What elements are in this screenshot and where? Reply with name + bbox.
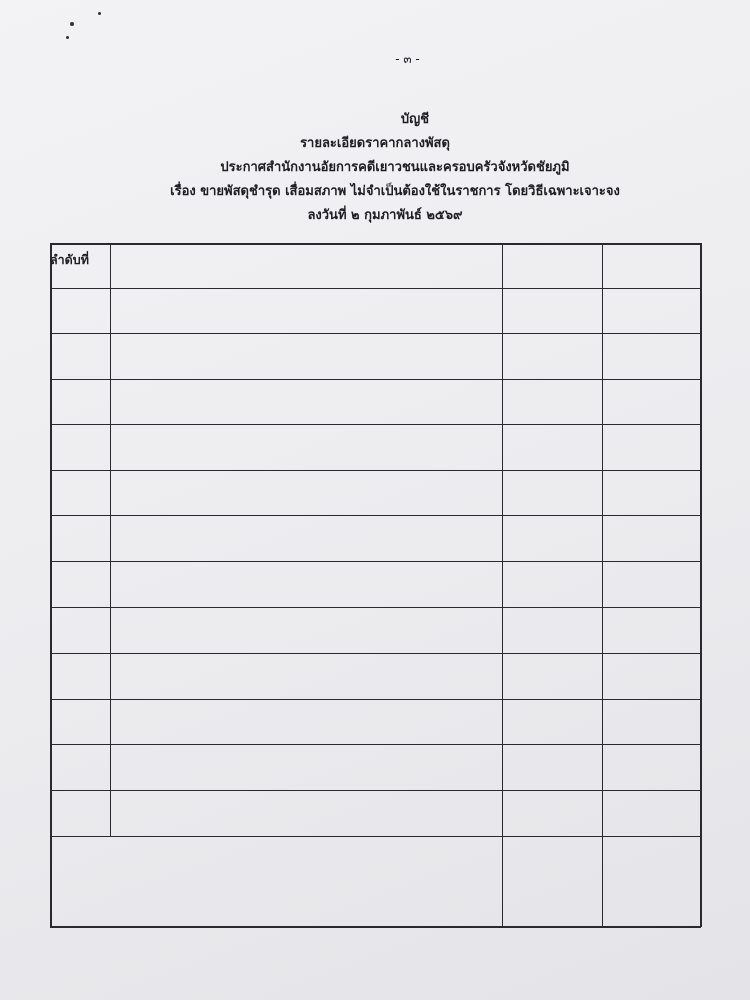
- table-row-line: [50, 744, 701, 745]
- table-row-line: [50, 288, 701, 289]
- table-border-left: [50, 243, 52, 927]
- table-border-right: [700, 243, 702, 927]
- doc-subtitle: รายละเอียดราคากลางพัสดุ: [300, 136, 450, 151]
- table-row-line: [50, 607, 701, 608]
- table-row-line: [50, 561, 701, 562]
- ink-speck: [66, 36, 69, 39]
- table-row-line: [50, 243, 701, 245]
- announcement-line: ประกาศสำนักงานอัยการคดีเยาวชนและครอบครัวจังหวัดชัยภูมิ: [220, 160, 570, 175]
- table-row-line: [50, 333, 701, 334]
- doc-title: บัญชี: [400, 112, 430, 127]
- header-no: ลำดับที่: [50, 252, 89, 267]
- table-col-line: [502, 243, 503, 926]
- table-row-line: [50, 424, 701, 425]
- table-row-line: [50, 836, 701, 837]
- table-row-line: [50, 379, 701, 380]
- table-row-line: [50, 790, 701, 791]
- table-row-line: [50, 470, 701, 471]
- date-line: ลงวันที่ ๒ กุมภาพันธ์ ๒๕๖๙: [307, 208, 463, 223]
- page-number: - ๓ -: [395, 52, 420, 66]
- ink-speck: [70, 22, 74, 26]
- table-col-line: [602, 243, 603, 926]
- table-col-line: [110, 243, 111, 836]
- table-row-line: [50, 699, 701, 700]
- ink-speck: [98, 12, 101, 15]
- table-row-line: [50, 926, 701, 928]
- table-row-line: [50, 653, 701, 654]
- table-row-line: [50, 515, 701, 516]
- subject-line: เรื่อง ขายพัสดุชำรุด เสื่อมสภาพ ไม่จำเป็นต้องใช้ในราชการ โดยวิธีเฉพาะเจาะจง: [170, 184, 620, 199]
